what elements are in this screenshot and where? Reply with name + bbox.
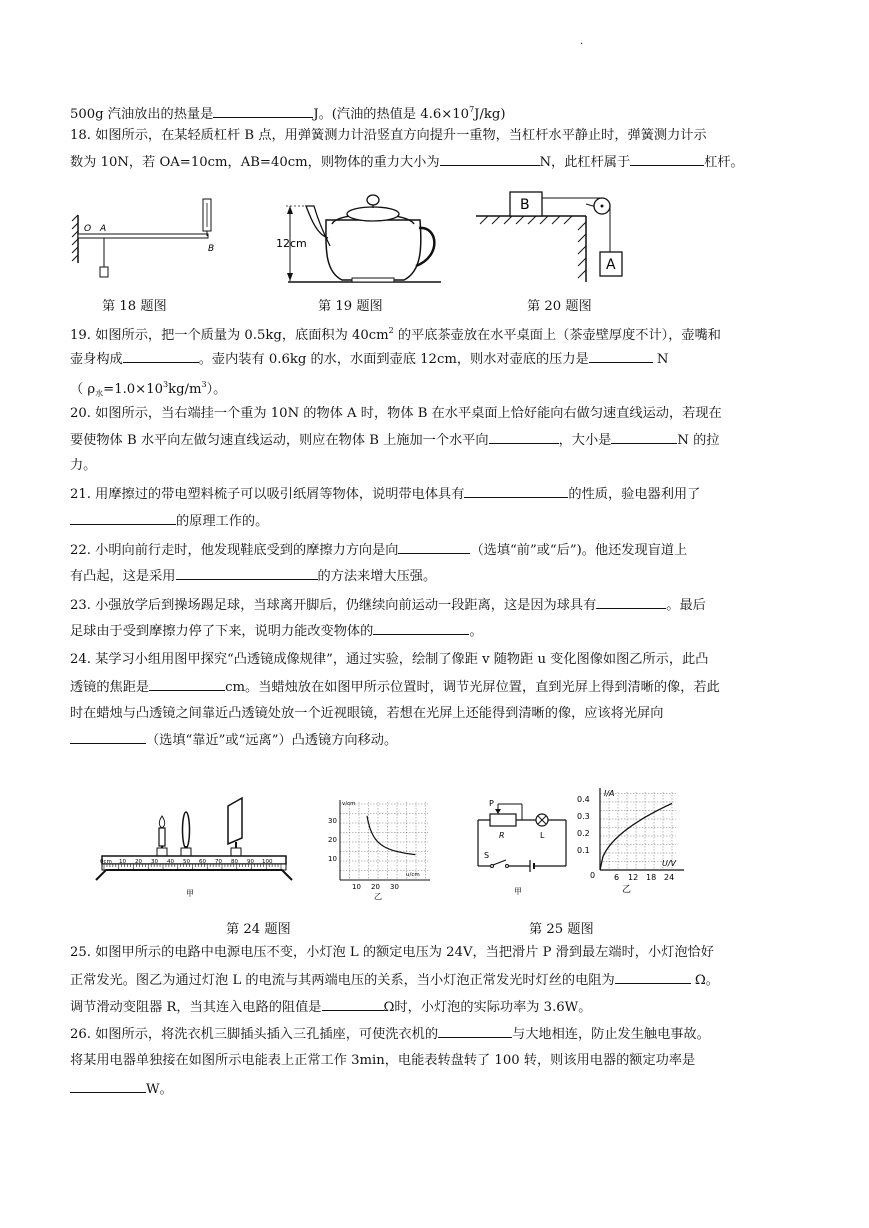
caption-fig20: 第 20 题图 [527,299,592,314]
q19-line3: （ $\rho_水=1.0\times 10^3kg/m^3$）。 [70,380,227,398]
answer-blank[interactable] [440,153,540,166]
q21-line1: 21. 用摩擦过的带电塑料梳子可以吸引纸屑等物体，说明带电体具有 的性质，验电器利用了 [70,487,701,502]
answer-blank[interactable] [611,431,677,444]
bench-tick-30: 30 [151,859,158,865]
axis-label-u: U/V [662,859,677,868]
answer-blank[interactable] [123,350,199,363]
q20-line3: 力。 [70,458,97,473]
label-b: B [208,244,215,254]
answer-blank[interactable] [464,485,568,498]
q25-line3: 调节滑动变阻器 R，当其连入电路的阻值是 Ω时，小灯泡的实际功率为 3.6W。 [70,1000,592,1015]
q18-line1: 18. 如图所示，在某轻质杠杆 B 点，用弹簧测力计沿竖直方向提升一重物，当杠杆水平静止时，弹簧测力计示 [70,128,707,143]
answer-blank[interactable] [176,567,318,580]
iu-ytick: 0.4 [577,795,590,804]
q24-line4: （选填“靠近”或“远离”）凸透镜方向移动。 [70,731,397,750]
fig18-lever-diagram [70,195,230,290]
answer-blank[interactable] [70,1080,146,1093]
answer-blank[interactable] [70,512,176,525]
answer-blank[interactable] [149,678,225,691]
answer-blank[interactable] [615,971,691,984]
bench-tick-80: 80 [231,859,238,865]
axis-label-v: v/cm [342,801,356,807]
label-block-a: A [606,257,616,273]
caption-fig24: 第 24 题图 [226,922,291,937]
label-a: A [100,224,107,234]
label-12cm: 12cm [276,237,307,250]
iu-xtick: 24 [664,873,675,882]
q26-line3: W。 [70,1080,173,1099]
q20-line2: 要使物体 B 水平向左做匀速直线运动，则应在物体 B 上施加一个水平向 ，大小是 N 的拉 [70,433,720,448]
q24-line3: 时在蜡烛与凸透镜之间靠近凸透镜处放一个近视眼镜，若想在光屏上还能得到清晰的像，应该将光屏向 [70,706,664,721]
q23-line1: 23. 小强放学后到操场踢足球，当球离开脚后，仍继续向前运动一段距离，这是因为球具有 。最后 [70,598,706,613]
bench-tick-0: 0cm [100,859,112,865]
vu-ytick: 30 [328,817,337,825]
answer-blank[interactable] [589,350,653,363]
fig25-circuit-diagram [470,796,575,900]
q20-line1: 20. 如图所示，当右端挂一个重为 10N 的物体 A 时，物体 B 在水平桌面上恰好能向右做匀速直线运动，若现在 [70,406,722,421]
answer-blank[interactable] [322,998,384,1011]
vu-ytick: 10 [328,855,337,863]
q23-line2: 足球由于受到摩擦力停了下来，说明力能改变物体的 。 [70,624,483,639]
iu-xtick: 12 [628,873,639,882]
fig24-optical-bench [92,780,297,900]
answer-blank[interactable] [398,541,470,554]
q19-line1: 19. 如图所示，把一个质量为 0.5kg，底面积为 $40cm^2$ 的平底茶壶放在水平桌面上（茶壶壁厚度不计），壶嘴和 [70,326,721,343]
label-p: P [489,799,494,808]
vu-xtick: 10 [352,883,361,891]
label-s: S [484,851,490,860]
answer-blank[interactable] [213,105,313,118]
bench-tick-90: 90 [247,859,254,865]
label-yi-24: 乙 [374,892,382,900]
iu-ytick: 0.3 [577,812,590,821]
label-yi-25: 乙 [622,885,632,895]
vu-xtick: 20 [371,883,380,891]
iu-zero: 0 [590,871,596,880]
label-r: R [499,831,505,840]
fig24-vu-graph [322,796,432,900]
iu-xtick: 18 [646,873,657,882]
axis-label-u: u/cm [406,872,420,878]
fig19-teapot-diagram [276,186,446,291]
answer-blank[interactable] [489,431,559,444]
bench-tick-100: 100 [262,859,273,865]
caption-fig18: 第 18 题图 [102,299,167,314]
bench-tick-20: 20 [135,859,142,865]
fig20-pulley-diagram [474,186,634,284]
bench-tick-60: 60 [199,859,206,865]
axis-label-i: I/A [604,789,615,798]
iu-xtick: 6 [614,873,620,882]
label-jia-25: 甲 [514,887,522,896]
label-l: L [540,831,545,840]
bench-tick-50: 50 [183,859,190,865]
label-jia-24: 甲 [186,889,194,898]
label-o: O [84,224,92,234]
q24-line2: 透镜的焦距是 cm。当蜡烛放在如图甲所示位置时，调节光屏位置，直到光屏上得到清晰的像，若此 [70,680,720,695]
vu-ytick: 20 [328,836,337,844]
caption-fig25: 第 25 题图 [529,922,594,937]
q25-line1: 25. 如图甲所示的电路中电源电压不变，小灯泡 L 的额定电压为 24V，当把滑片 P 滑到最左端时，小灯泡恰好 [70,945,714,960]
bench-tick-70: 70 [215,859,222,865]
fig25-iu-graph [576,786,688,898]
bench-tick-10: 10 [119,859,126,865]
answer-blank[interactable] [630,153,704,166]
q26-line1: 26. 如图所示，将洗衣机三脚插头插入三孔插座，可使洗衣机的 与大地相连，防止发生触电事故。 [70,1027,710,1042]
vu-xtick: 30 [390,883,399,891]
q19-line2: 壶身构成 。壶内装有 0.6kg 的水，水面到壶底 12cm，则水对壶底的压力是 N [70,352,669,367]
q22-line2: 有凸起，这是采用 的方法来增大压强。 [70,569,437,584]
answer-blank[interactable] [596,596,666,609]
q21-line2: 的原理工作的。 [70,512,268,531]
answer-blank[interactable] [373,622,469,635]
answer-blank[interactable] [70,731,146,744]
label-block-b: B [520,197,530,213]
q18-line2: 数为 10N，若 OA=10cm，AB=40cm，则物体的重力大小为 N，此杠杆属于 杠杆。 [70,155,744,170]
caption-fig19: 第 19 题图 [318,299,383,314]
q24-line1: 24. 某学习小组用图甲探究“凸透镜成像规律”，通过实验，绘制了像距 v 随物距 u 变化图像如图乙所示，此凸 [70,652,709,667]
bench-tick-40: 40 [167,859,174,865]
iu-ytick: 0.1 [577,846,590,855]
q17-tail: 500g 汽油放出的热量是 J。(汽油的热值是 $4.6\times 10^7J/kg$) [70,105,506,122]
iu-ytick: 0.2 [577,829,590,838]
q26-line2: 将某用电器单独接在如图所示电能表上正常工作 3min，电能表转盘转了 100 转，则该用电器的额定功率是 [70,1053,696,1068]
answer-blank[interactable] [438,1025,512,1038]
q25-line2: 正常发光。图乙为通过灯泡 L 的电流与其两端电压的关系，当小灯泡正常发光时灯丝的电阻为 Ω。 [70,973,719,988]
q22-line1: 22. 小明向前行走时，他发现鞋底受到的摩擦力方向是向 （选填“前”或“后”)。他还发现盲道上 [70,543,688,558]
header-dot: . [580,36,584,47]
